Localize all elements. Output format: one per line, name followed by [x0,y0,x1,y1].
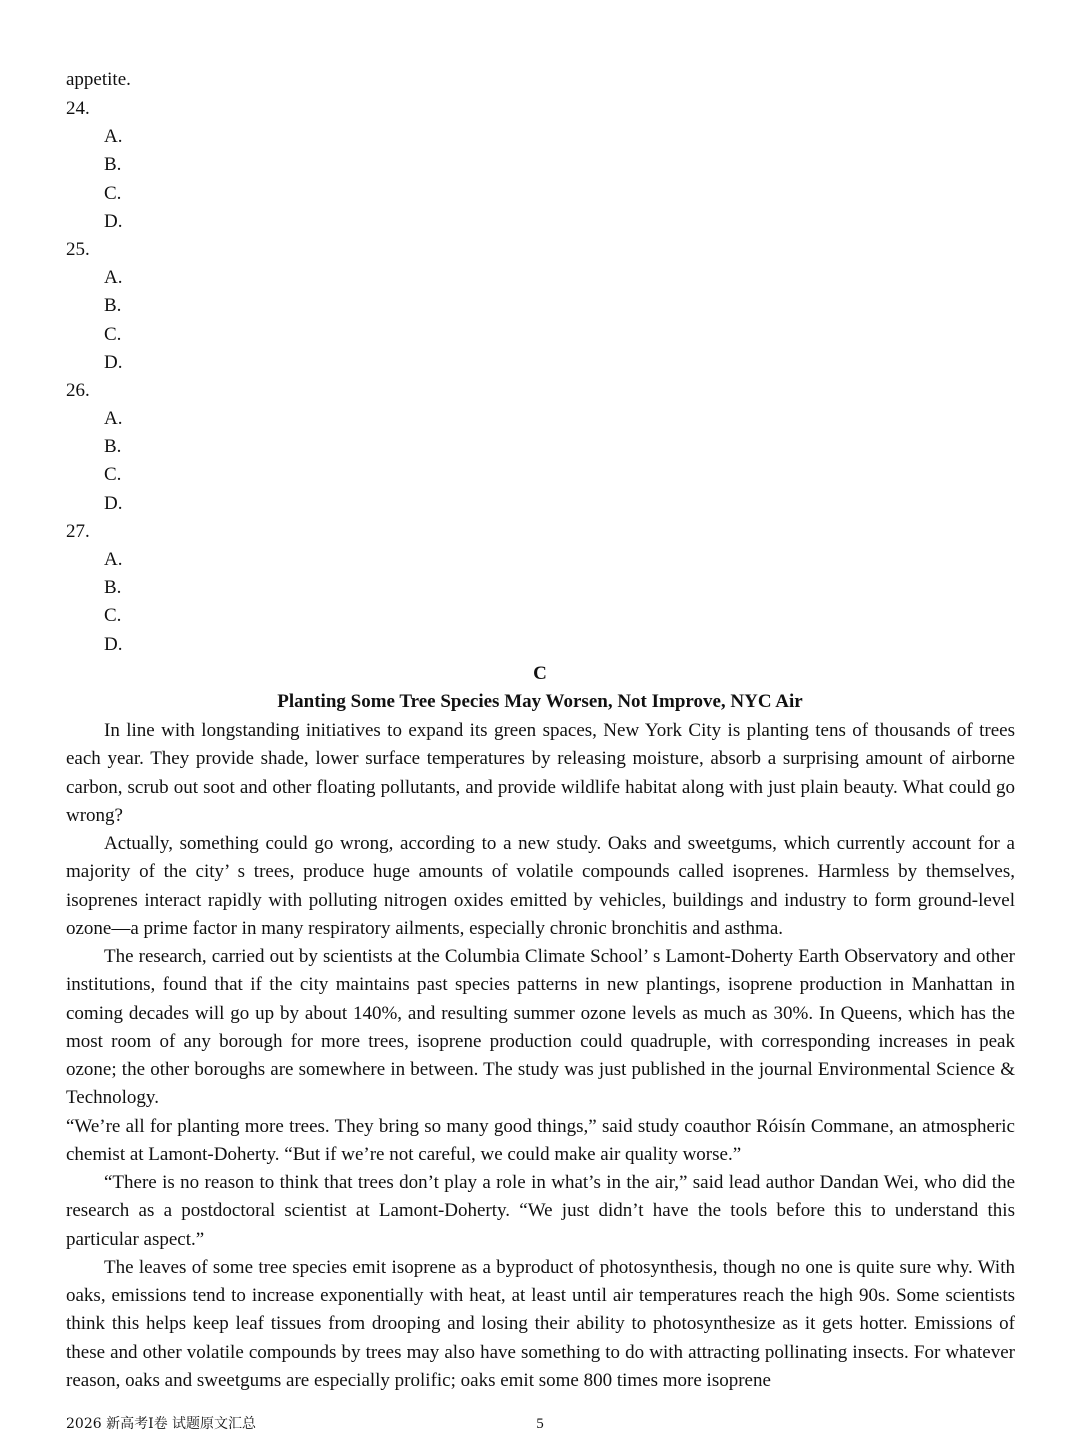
top-fragment-text: appetite. [66,69,131,90]
option-d: D. [104,633,123,655]
option-a: A. [104,408,123,430]
option-c: C. [104,464,122,486]
option-d: D. [104,492,123,514]
option-b: B. [104,436,122,458]
question-26 [66,377,1026,518]
option-d: D. [104,351,123,373]
option-a: A. [104,126,123,148]
option-c: C. [104,323,122,345]
question-number: 24. [66,98,90,119]
option-b: B. [104,154,122,176]
question-number: 27. [66,520,90,542]
option-b: B. [104,295,122,317]
option-a: A. [104,267,123,289]
question-list [66,95,1026,659]
question-number: 26. [66,379,90,401]
option-c: C. [104,605,122,627]
article-paragraph: The leaves of some tree species emit isoprene as a byproduct of photosynthesis, though no one is quite sure why. With oaks, emissions tend to increase exponentially with heat, at least until air temperatures reach the high 90s. Some scientists think this helps keep leaf tissues from drooping and losing their ability to photosynthesize as it gets hotter. Emissions of these and other volatile compounds by trees may also have something to do with attracting pollinating insects. For whatever reason, oaks and sweetgums are especially prolific; oaks emit some 800 times more isoprene [66,1256,1015,1391]
article-title: Planting Some Tree Species May Worsen, Not Improve, NYC Air [277,691,803,712]
article-paragraph: In line with longstanding initiatives to expand its green spaces, New York City is planting tens of thousands of trees each year. They provide shade, lower surface temperatures by releasing moisture, absorb a surprising amount of airborne carbon, scrub out soot and other floating pollutants, and provide wildlife habitat along with just plain beauty. What could go wrong? [66,720,1015,826]
article-body [66,717,1015,1395]
question-25 [66,236,1026,377]
article-paragraph: “We’re all for planting more trees. They bring so many good things,” said study coauthor Róisín Commane, an atmospheric chemist at Lamont-Doherty. “But if we’re not careful, we could make air quality worse.” [66,1115,1015,1165]
option-d: D. [104,210,123,232]
page-number: 5 [536,1416,544,1432]
section-letter: C [533,663,547,684]
option-c: C. [104,182,122,204]
question-24 [66,95,1026,236]
article-paragraph: “There is no reason to think that trees don’t play a role in what’s in the air,” said lead author Dandan Wei, who did the research as a postdoctoral scientist at Lamont-Doherty. “We just didn’t have the tools before this to understand this particular aspect.” [66,1172,1015,1250]
question-number: 25. [66,238,90,260]
question-27 [66,518,1026,659]
option-b: B. [104,577,122,599]
article-paragraph: Actually, something could go wrong, according to a new study. Oaks and sweetgums, which currently account for a majority of the city’ s trees, produce huge amounts of volatile compounds called isoprenes. Harmless by themselves, isoprenes interact rapidly with polluting nitrogen oxides emitted by vehicles, buildings and industry to form ground-level ozone—a prime factor in many respiratory ailments, especially chronic bronchitis and asthma. [66,833,1015,939]
article-paragraph: The research, carried out by scientists at the Columbia Climate School’ s Lamont-Doherty Earth Observatory and other institutions, found that if the city maintains past species patterns in new plantings, isoprene production in Manhattan in coming decades will go up by about 140%, and resulting summer ozone levels as much as 30%. In Queens, which has the most room of any borough for more trees, isoprene production could quadruple, with corresponding increases in peak ozone; the other boroughs are somewhere in between. The study was just published in the journal Environmental Science & Technology. [66,946,1015,1109]
option-a: A. [104,549,123,570]
footer-source-label: 2026 新高考I卷 试题原文汇总 [66,1416,257,1432]
